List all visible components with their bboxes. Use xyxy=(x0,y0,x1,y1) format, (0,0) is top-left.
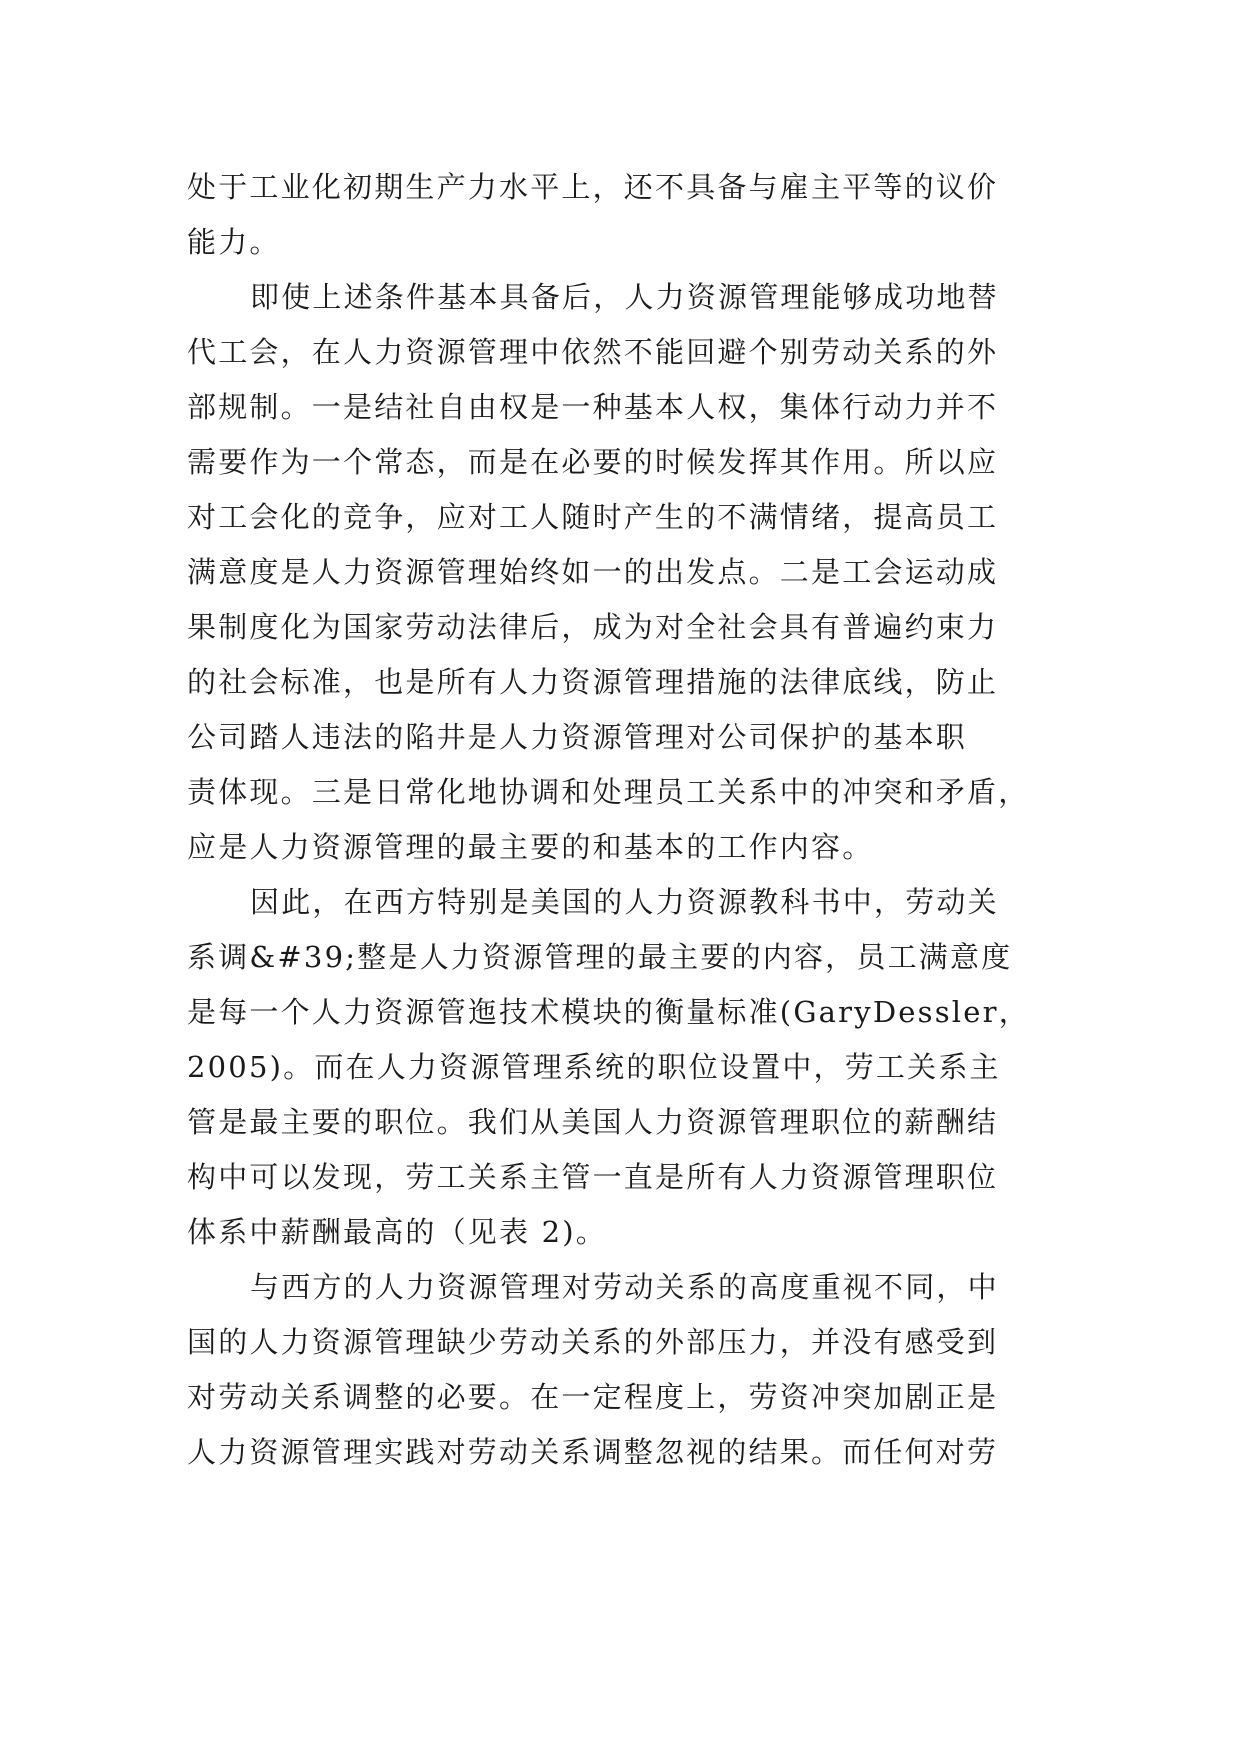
body-text xyxy=(187,160,1067,1480)
text-line: 对劳动关系调整的必要。在一定程度上，劳资冲突加剧正是 xyxy=(187,1380,999,1414)
text-line: 满意度是人力资源管理始终如一的出发点。二是工会运动成 xyxy=(187,555,999,589)
paragraph-start-line: 因此，在西方特别是美国的人力资源教科书中，劳动关 xyxy=(250,885,999,919)
text-line: 处于工业化初期生产力水平上，还不具备与雇主平等的议价 xyxy=(187,170,999,204)
text-line: 是每一个人力资源管迤技术模块的衡量标准(GaryDessler， xyxy=(187,995,1030,1029)
text-line: 能力。 xyxy=(187,225,281,259)
text-line: 公司踏人违法的陷井是人力资源管理对公司保护的基本职 xyxy=(187,720,968,754)
text-line: 系调&#39;整是人力资源管理的最主要的内容，员工满意度 xyxy=(187,940,1013,974)
text-line: 管是最主要的职位。我们从美国人力资源管理职位的薪酬结 xyxy=(187,1105,999,1139)
text-line: 对工会化的竞争，应对工人随时产生的不满情绪，提高员工 xyxy=(187,500,999,534)
text-line: 应是人力资源管理的最主要的和基本的工作内容。 xyxy=(187,830,874,864)
paragraph-start-line: 即使上述条件基本具备后，人力资源管理能够成功地替 xyxy=(250,280,999,314)
text-line: 部规制。一是结社自由权是一种基本人权，集体行动力并不 xyxy=(187,390,999,424)
text-line: 国的人力资源管理缺少劳动关系的外部压力，并没有感受到 xyxy=(187,1325,999,1359)
text-line: 责体现。三是日常化地协调和处理员工关系中的冲突和矛盾， xyxy=(187,775,1030,809)
text-line: 的社会标准，也是所有人力资源管理措施的法律底线，防止 xyxy=(187,665,999,699)
text-line: 需要作为一个常态，而是在必要的时候发挥其作用。所以应 xyxy=(187,445,999,479)
text-line: 构中可以发现，劳工关系主管一直是所有人力资源管理职位 xyxy=(187,1160,999,1194)
text-line: 代工会，在人力资源管理中依然不能回避个别劳动关系的外 xyxy=(187,335,999,369)
text-line: 2005)。而在人力资源管理系统的职位设置中，劳工关系主 xyxy=(187,1050,1001,1084)
paragraph-start-line: 与西方的人力资源管理对劳动关系的高度重视不同，中 xyxy=(250,1270,999,1304)
text-line: 果制度化为国家劳动法律后，成为对全社会具有普遍约束力 xyxy=(187,610,999,644)
text-line: 体系中薪酬最高的（见表 2)。 xyxy=(187,1215,607,1249)
text-line: 人力资源管理实践对劳动关系调整忽视的结果。而任何对劳 xyxy=(187,1435,999,1469)
